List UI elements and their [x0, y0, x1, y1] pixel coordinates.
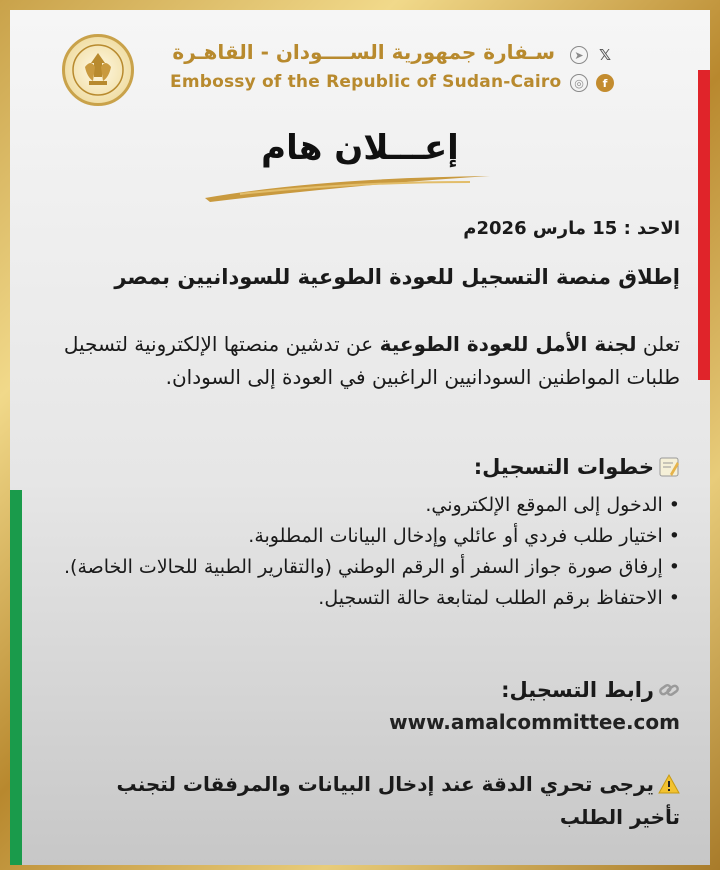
facebook-icon[interactable]: f — [596, 74, 614, 92]
link-heading — [60, 678, 680, 702]
registration-link[interactable]: www.amalcommittee.com — [389, 710, 680, 734]
intro-committee-name: لجنة الأمل للعودة الطوعية — [379, 332, 637, 356]
step-item: • الدخول إلى الموقع الإلكتروني. — [60, 490, 680, 521]
intro-pre: تعلن — [636, 332, 680, 356]
sudan-emblem-seal-icon — [62, 34, 134, 106]
flag-stripe-green — [10, 490, 22, 865]
warning-note — [60, 768, 680, 834]
link-icon — [658, 679, 680, 701]
link-heading-text: رابط التسجيل: — [501, 678, 654, 702]
gold-swoosh-decoration — [200, 170, 500, 206]
announcement-date: الاحد : 15 مارس 2026م — [463, 218, 680, 239]
header — [10, 10, 710, 120]
warning-text: يرجى تحري الدقة عند إدخال البيانات والمرفقات لتجنب تأخير الطلب — [116, 772, 680, 829]
steps-list — [60, 490, 680, 614]
x-icon[interactable]: 𝕏 — [598, 46, 612, 64]
intro-post: عن تدشين منصتها الإلكترونية لتسجيل طلبات المواطنين السودانيين الراغبين في العودة إلى السودان. — [63, 332, 680, 389]
step-item: • الاحتفاظ برقم الطلب لمتابعة حالة التسجيل. — [60, 583, 680, 614]
announcement-intro — [60, 328, 680, 394]
embassy-name-arabic: سـفارة جمهورية الســــودان - القاهـرة — [172, 40, 555, 64]
announcement-headline: إطلاق منصة التسجيل للعودة الطوعية للسودانيين بمصر — [114, 265, 680, 289]
telegram-icon[interactable]: ➤ — [570, 46, 588, 64]
step-item: • إرفاق صورة جواز السفر أو الرقم الوطني (والتقارير الطبية للحالات الخاصة). — [60, 552, 680, 583]
page-title: إعـــلان هام — [261, 128, 459, 168]
warning-icon — [658, 773, 680, 795]
steps-heading — [60, 455, 680, 479]
embassy-name-english: Embossy of the Republic of Sudan-Cairo — [170, 72, 562, 92]
memo-icon — [658, 456, 680, 478]
social-icons — [570, 46, 618, 102]
steps-heading-text: خطوات التسجيل: — [473, 455, 654, 479]
step-item: • اختيار طلب فردي أو عائلي وإدخال البيانات المطلوبة. — [60, 521, 680, 552]
announcement-card — [10, 10, 710, 865]
web-icon[interactable]: ◎ — [570, 74, 588, 92]
